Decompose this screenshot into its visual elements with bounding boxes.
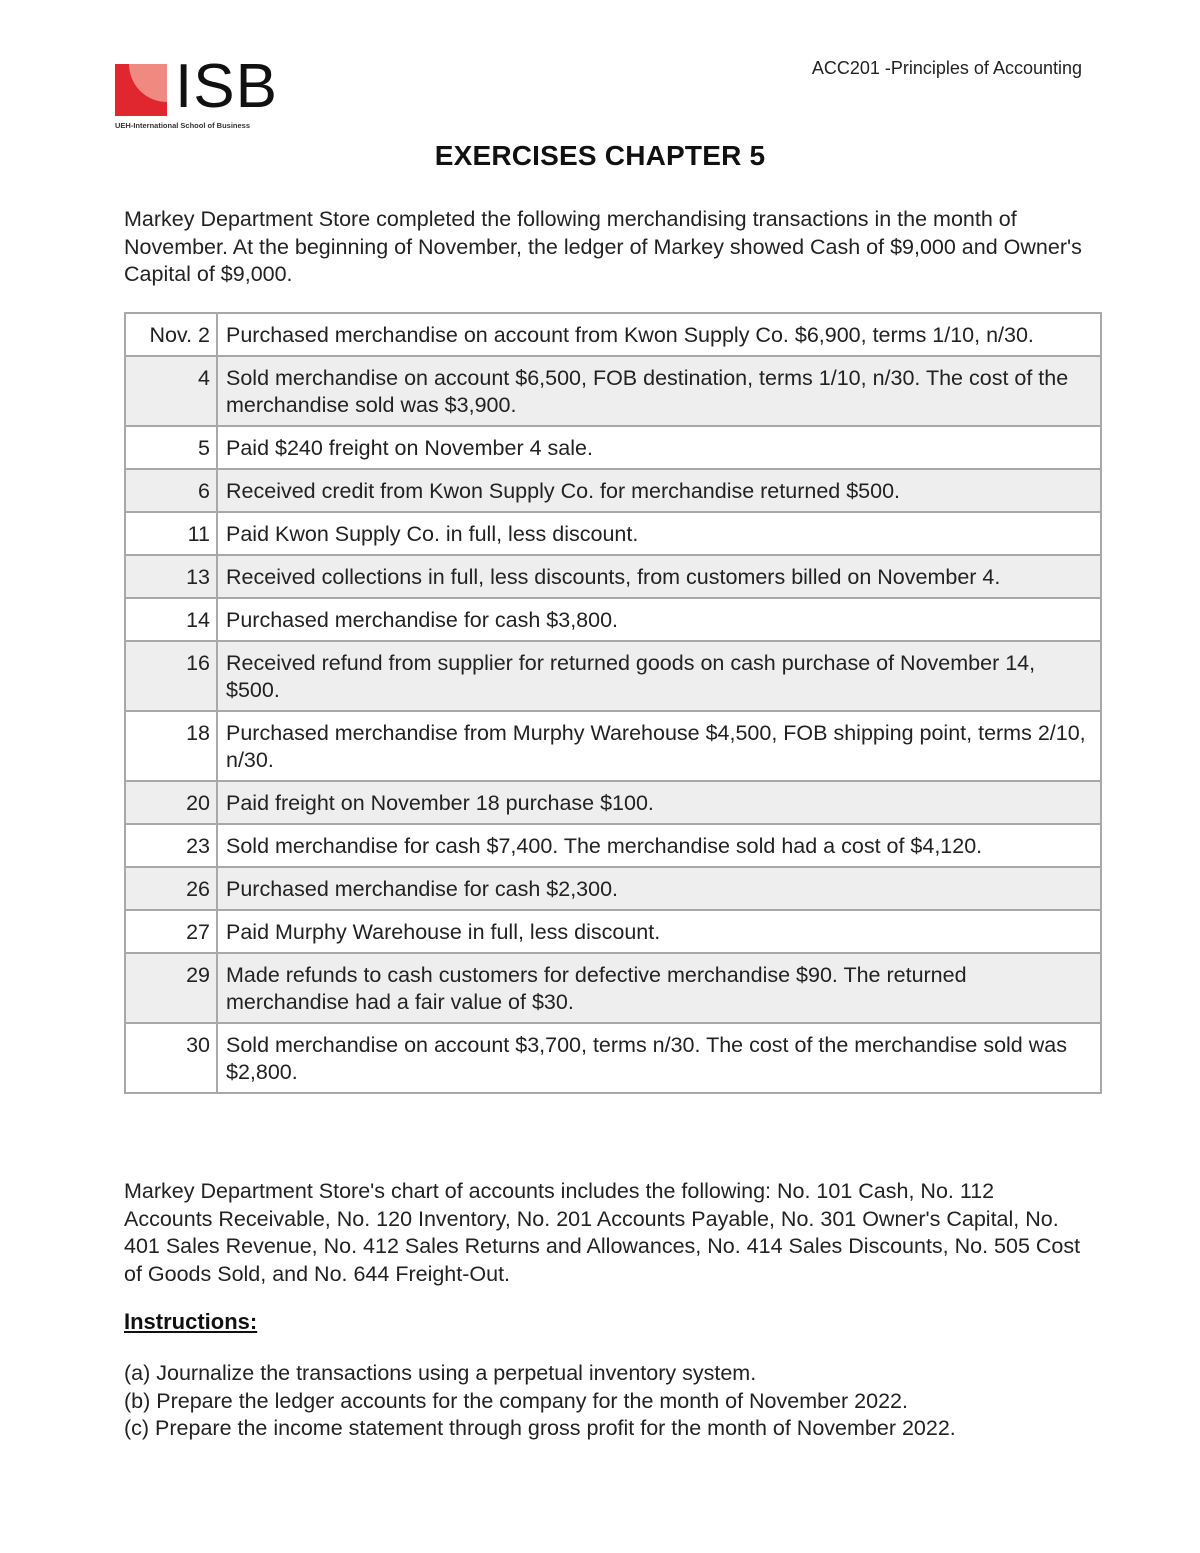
table-row <box>125 598 1101 641</box>
transaction-text: Paid Murphy Warehouse in full, less discount. <box>217 910 1101 953</box>
transactions-table <box>124 312 1102 1094</box>
page-title: EXERCISES CHAPTER 5 <box>434 140 766 171</box>
instructions-heading: Instructions: <box>124 1309 258 1334</box>
transaction-text: Received credit from Kwon Supply Co. for merchandise returned $500. <box>217 469 1101 512</box>
isb-logo-mark-icon <box>115 64 167 116</box>
transaction-day: 18 <box>125 711 217 781</box>
transaction-day: 30 <box>125 1023 217 1093</box>
intro-paragraph: Markey Department Store completed the following merchandising transactions in the month of November. At the beginning of November, the ledger of Markey showed Cash of $9,000 and Owner's Capital of $9,000. <box>124 207 1082 286</box>
transaction-day: 16 <box>125 641 217 711</box>
transaction-text: Made refunds to cash customers for defective merchandise $90. The returned merchandise had a fair value of $30. <box>217 953 1101 1023</box>
transaction-day: 29 <box>125 953 217 1023</box>
transaction-day: 11 <box>125 512 217 555</box>
transaction-text: Purchased merchandise on account from Kwon Supply Co. $6,900, terms 1/10, n/30. <box>217 313 1101 356</box>
table-row <box>125 711 1101 781</box>
transaction-day: 20 <box>125 781 217 824</box>
transaction-day: 23 <box>125 824 217 867</box>
table-row <box>125 426 1101 469</box>
table-row <box>125 953 1101 1023</box>
transaction-text: Paid Kwon Supply Co. in full, less discount. <box>217 512 1101 555</box>
transaction-text: Sold merchandise for cash $7,400. The merchandise sold had a cost of $4,120. <box>217 824 1101 867</box>
transaction-day: 27 <box>125 910 217 953</box>
table-row <box>125 313 1101 356</box>
transaction-day: 14 <box>125 598 217 641</box>
transaction-text: Purchased merchandise for cash $2,300. <box>217 867 1101 910</box>
logo-letters: ISB <box>175 52 278 121</box>
transaction-day: 6 <box>125 469 217 512</box>
logo-subtitle: UEH-International School of Business <box>115 121 251 130</box>
instructions-list <box>124 1360 1104 1443</box>
instruction-item: (b) Prepare the ledger accounts for the company for the month of November 2022. <box>124 1388 908 1413</box>
transaction-day: Nov. 2 <box>125 313 217 356</box>
transaction-text: Paid $240 freight on November 4 sale. <box>217 426 1101 469</box>
table-row <box>125 824 1101 867</box>
instruction-item: (a) Journalize the transactions using a perpetual inventory system. <box>124 1361 757 1385</box>
table-row <box>125 356 1101 426</box>
transaction-day: 5 <box>125 426 217 469</box>
transaction-day: 26 <box>125 867 217 910</box>
instruction-item: (c) Prepare the income statement through gross profit for the month of November 2022. <box>124 1416 956 1440</box>
table-row <box>125 781 1101 824</box>
table-row <box>125 910 1101 953</box>
table-row <box>125 555 1101 598</box>
table-row <box>125 867 1101 910</box>
table-row <box>125 512 1101 555</box>
transaction-text: Purchased merchandise from Murphy Warehouse $4,500, FOB shipping point, terms 2/10, n/30. <box>217 711 1101 781</box>
transaction-day: 4 <box>125 356 217 426</box>
transaction-text: Purchased merchandise for cash $3,800. <box>217 598 1101 641</box>
transaction-text: Received collections in full, less discounts, from customers billed on November 4. <box>217 555 1101 598</box>
table-row <box>125 1023 1101 1093</box>
transaction-day: 13 <box>125 555 217 598</box>
transaction-text: Received refund from supplier for returned goods on cash purchase of November 14, $500. <box>217 641 1101 711</box>
chart-of-accounts-paragraph: Markey Department Store's chart of accounts includes the following: No. 101 Cash, No. 112 Accounts Receivable, No. 120 Inventory, No. 201 Accounts Payable, No. 301 Owner's Capital, No. 401 Sales Revenue, No. 412 Sales Returns and Allowances, No. 414 Sales Discounts, No. 505 Cost of Goods Sold, and No. 644 Freight-Out. <box>124 1179 1081 1286</box>
transaction-text: Sold merchandise on account $6,500, FOB destination, terms 1/10, n/30. The cost of the merchandise sold was $3,900. <box>217 356 1101 426</box>
isb-logo <box>115 52 290 132</box>
table-row <box>125 641 1101 711</box>
table-row <box>125 469 1101 512</box>
transaction-text: Sold merchandise on account $3,700, terms n/30. The cost of the merchandise sold was $2,800. <box>217 1023 1101 1093</box>
transaction-text: Paid freight on November 18 purchase $100. <box>217 781 1101 824</box>
course-header: ACC201 -Principles of Accounting <box>811 58 1082 78</box>
